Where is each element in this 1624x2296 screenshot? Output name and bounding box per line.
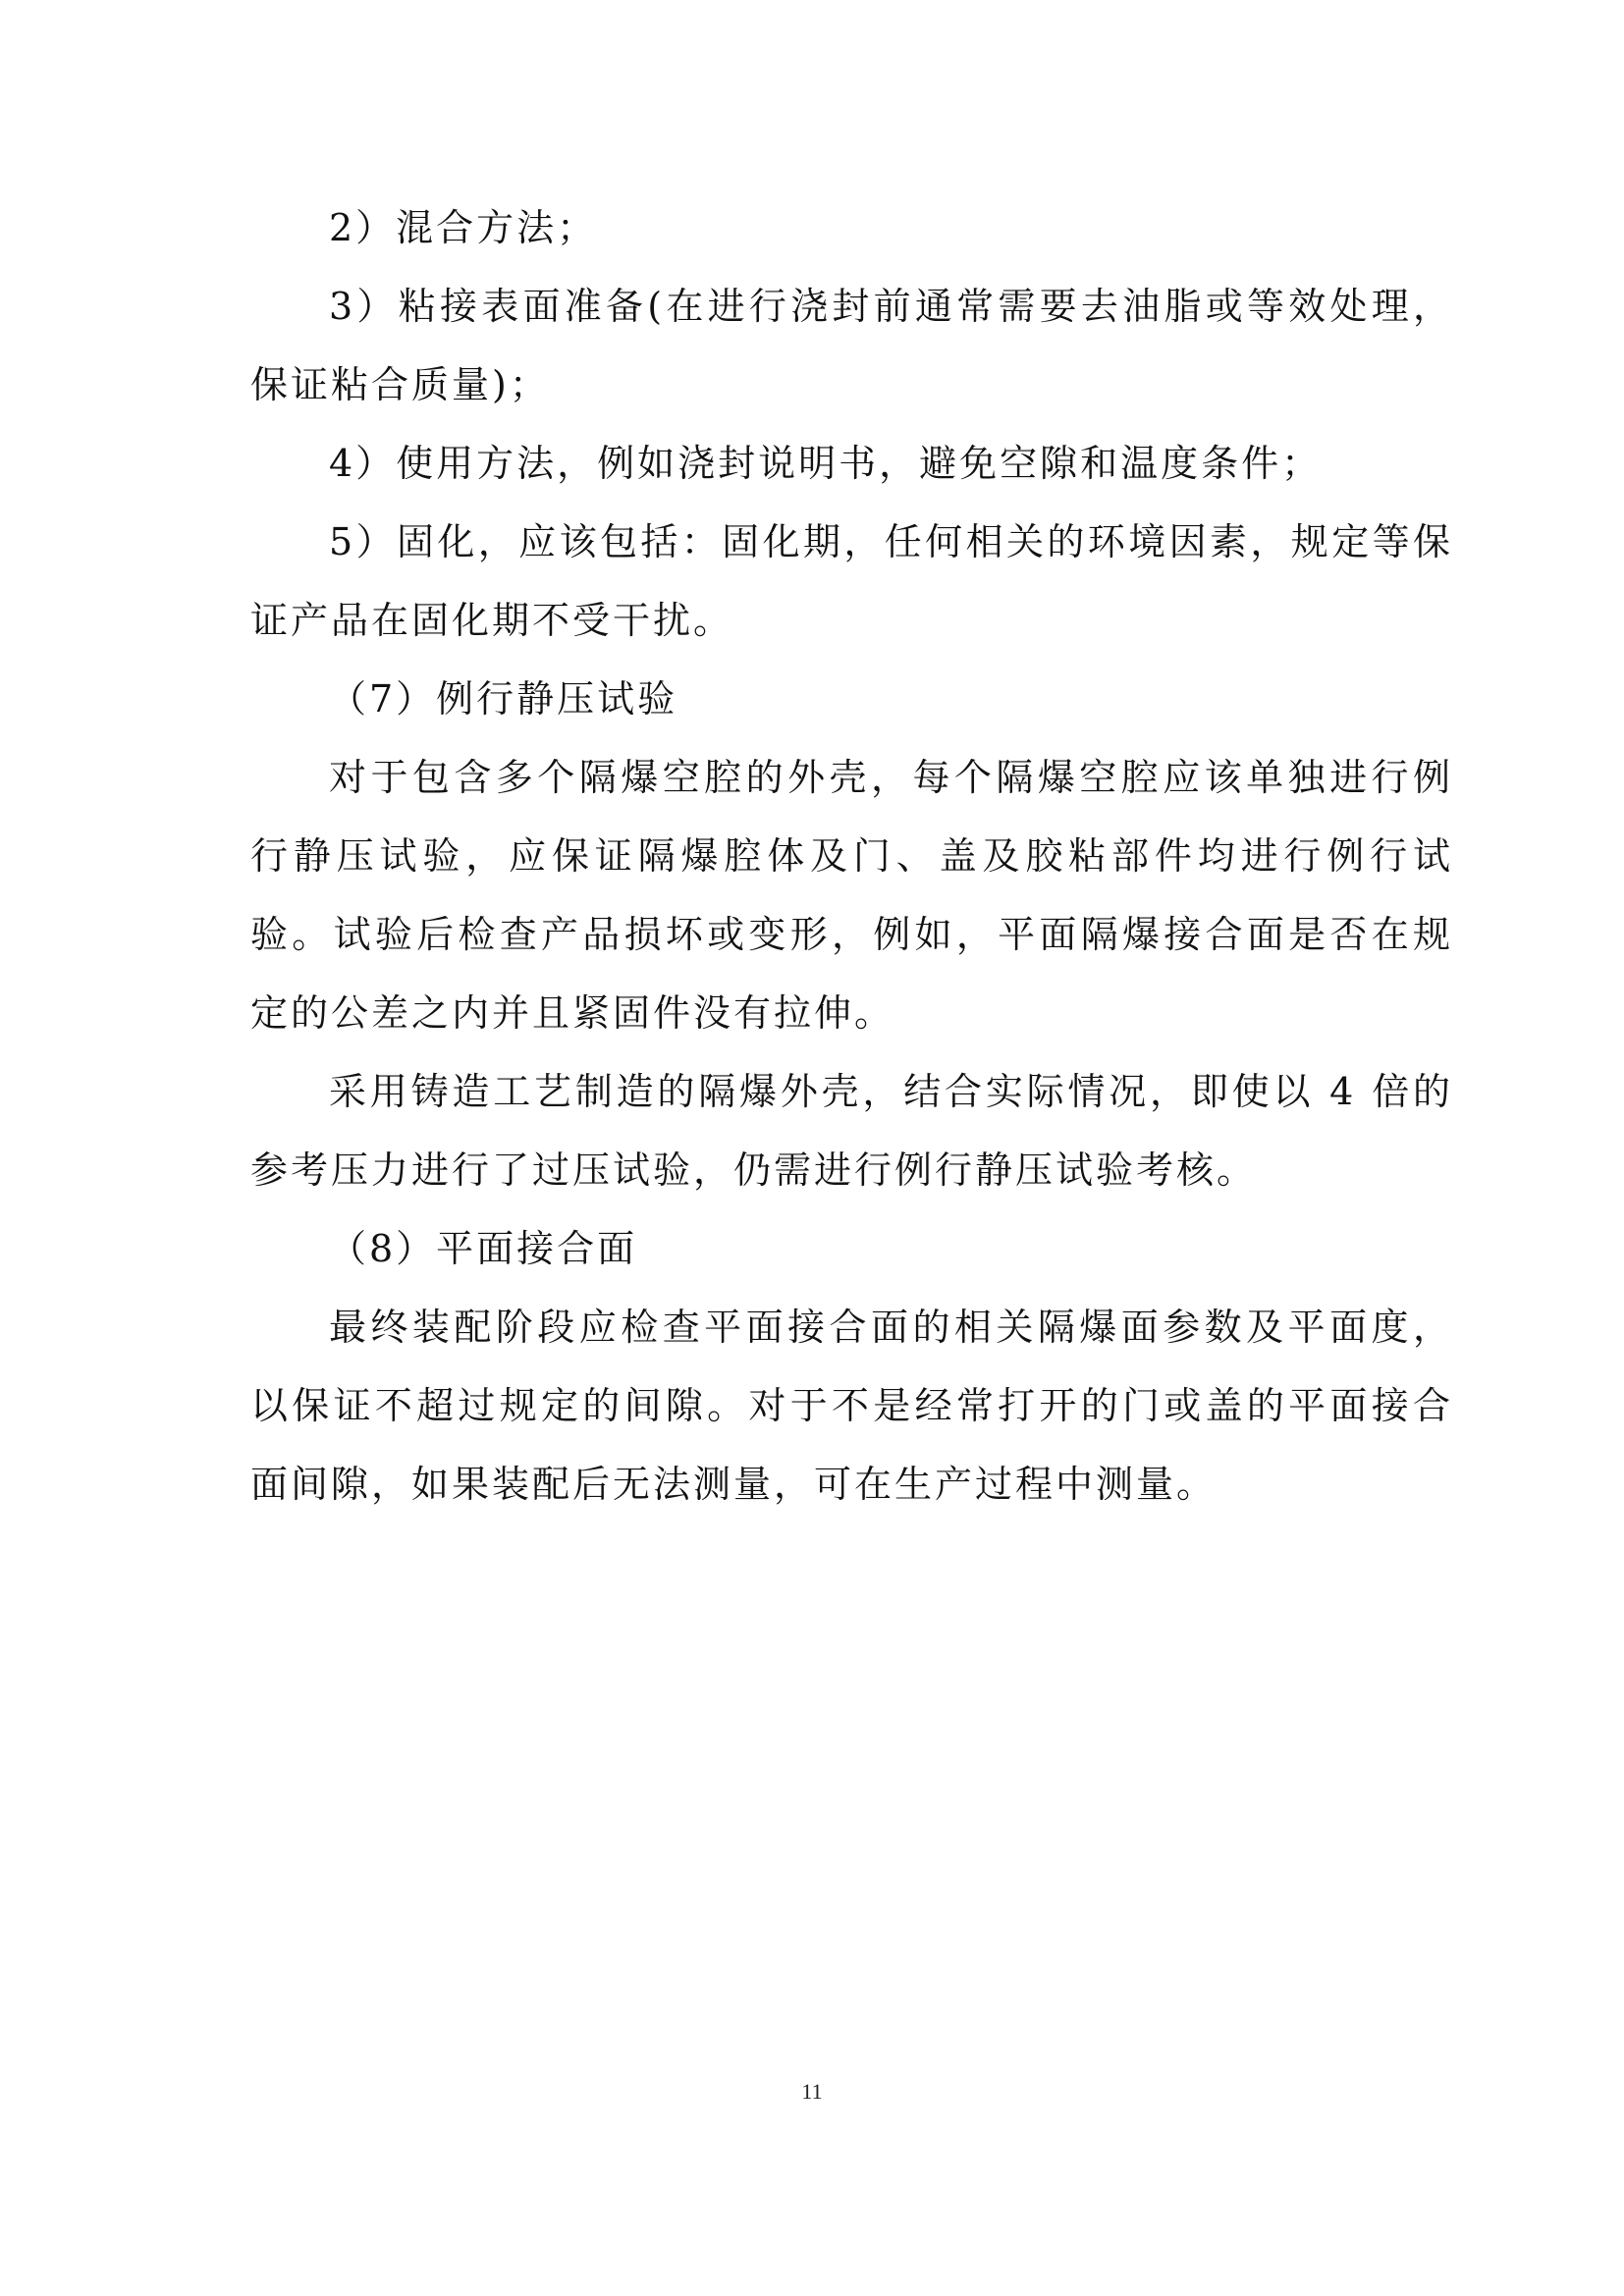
- paragraph-final-assembly: 最终装配阶段应检查平面接合面的相关隔爆面参数及平面度，以保证不超过规定的间隙。对于不是经常打开的门或盖的平面接合面间隙，如果装配后无法测量，可在生产过程中测量。: [250, 1306, 1453, 1506]
- page-number: 11: [801, 2079, 823, 2104]
- body-text: [250, 188, 1453, 1523]
- paragraph-cast-enclosure: 采用铸造工艺制造的隔爆外壳，结合实际情况，即使以 4 倍的参考压力进行了过压试验，仍需进行例行静压试验考核。: [250, 1070, 1453, 1192]
- paragraph-usage-method: 4）使用方法，例如浇封说明书，避免空隙和温度条件；: [329, 442, 1323, 485]
- paragraph-mixing-method: 2）混合方法；: [329, 206, 598, 249]
- paragraph-surface-preparation: 3）粘接表面准备(在进行浇封前通常需要去油脂或等效处理，保证粘合质量)；: [250, 285, 1453, 406]
- paragraph-curing: 5）固化，应该包括：固化期，任何相关的环境因素，规定等保证产品在固化期不受干扰。: [250, 520, 1453, 642]
- heading-routine-static-pressure-test: （7）例行静压试验: [329, 677, 678, 721]
- heading-flat-joint: （8）平面接合面: [329, 1227, 638, 1270]
- paragraph-multi-cavity-test: 对于包含多个隔爆空腔的外壳，每个隔爆空腔应该单独进行例行静压试验，应保证隔爆腔体及门、盖及胶粘部件均进行例行试验。试验后检查产品损坏或变形，例如，平面隔爆接合面是否在规定的公差之内并且紧固件没有拉伸。: [250, 756, 1453, 1035]
